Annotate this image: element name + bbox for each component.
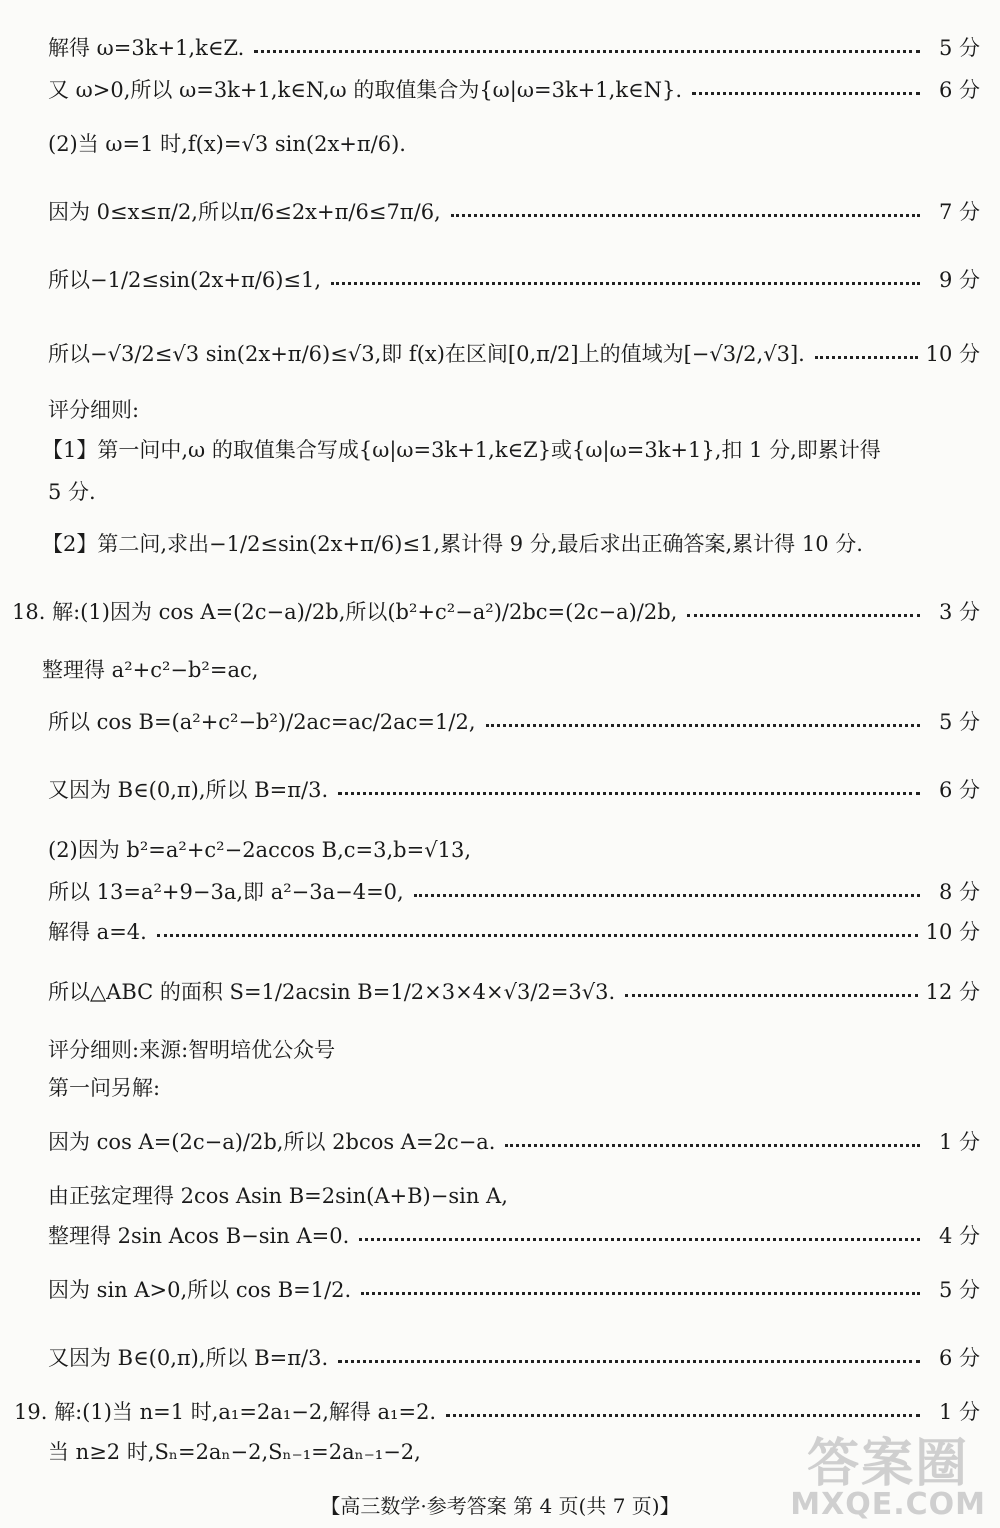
line-text: 所以−1/2≤sin(2x+π/6)≤1,	[48, 268, 322, 292]
line-text: 解得 a=4.	[48, 920, 147, 944]
answer-line	[0, 916, 1000, 946]
line-text: 整理得 a²+c²−b²=ac,	[42, 658, 259, 682]
line-score: 9 分	[938, 268, 980, 292]
answer-line	[0, 1072, 1000, 1102]
line-text: (2)当 ω=1 时,f(x)=√3 sin(2x+π/6).	[48, 132, 406, 156]
dot-leader	[157, 934, 918, 937]
line-text: (2)因为 b²=a²+c²−2accos B,c=3,b=√13,	[48, 838, 472, 862]
line-text: 【2】第二问,求出−1/2≤sin(2x+π/6)≤1,累计得 9 分,最后求出正确答案,累计得 10 分.	[42, 532, 863, 556]
line-text: 评分细则:来源:智明培优公众号	[48, 1038, 336, 1062]
line-score: 7 分	[938, 200, 980, 224]
line-text: 当 n≥2 时,Sₙ=2aₙ−2,Sₙ₋₁=2aₙ₋₁−2,	[48, 1440, 421, 1464]
line-text: 因为 sin A>0,所以 cos B=1/2.	[48, 1278, 352, 1302]
dot-leader	[254, 50, 920, 53]
answer-line	[0, 706, 1000, 736]
line-score: 10 分	[925, 342, 980, 366]
watermark-url: MXQE.COM	[790, 1487, 986, 1522]
line-text: 18. 解:(1)因为 cos A=(2c−a)/2b,所以(b²+c²−a²)/2bc=(2c−a)/2b,	[12, 600, 678, 624]
line-text: 解得 ω=3k+1,k∈Z.	[48, 36, 245, 60]
answer-line	[0, 1396, 1000, 1426]
line-text: 【1】第一问中,ω 的取值集合写成{ω|ω=3k+1,k∈Z}或{ω|ω=3k+1},扣 1 分,即累计得	[42, 438, 881, 462]
line-score: 5 分	[938, 36, 980, 60]
line-text: 又因为 B∈(0,π),所以 B=π/3.	[48, 778, 329, 802]
line-text: 所以△ABC 的面积 S=1/2acsin B=1/2×3×4×√3/2=3√3.	[48, 980, 616, 1004]
line-text: 5 分.	[48, 480, 96, 504]
answer-line	[0, 876, 1000, 906]
answer-line	[0, 338, 1000, 368]
answer-line	[0, 528, 1000, 558]
line-score: 8 分	[938, 880, 980, 904]
line-text: 所以−√3/2≤√3 sin(2x+π/6)≤√3,即 f(x)在区间[0,π/2]上的值域为[−√3/2,√3].	[48, 342, 805, 366]
line-score: 3 分	[938, 600, 980, 624]
answer-line	[0, 74, 1000, 104]
answer-line	[0, 1342, 1000, 1372]
answer-line	[0, 1180, 1000, 1210]
answer-line	[0, 596, 1000, 626]
dot-leader	[505, 1144, 920, 1147]
line-text: 所以 13=a²+9−3a,即 a²−3a−4=0,	[48, 880, 404, 904]
answer-line	[0, 976, 1000, 1006]
line-score: 10 分	[925, 920, 980, 944]
line-score: 1 分	[938, 1130, 980, 1154]
dot-leader	[331, 282, 920, 285]
dot-leader	[815, 356, 918, 359]
dot-leader	[446, 1414, 920, 1417]
answer-line	[0, 1126, 1000, 1156]
answer-line	[0, 834, 1000, 864]
line-score: 12 分	[925, 980, 980, 1004]
answer-line	[0, 434, 1000, 464]
dot-leader	[338, 792, 920, 795]
line-text: 因为 0≤x≤π/2,所以π/6≤2x+π/6≤7π/6,	[48, 200, 441, 224]
watermark	[790, 1434, 986, 1522]
dot-leader	[359, 1238, 920, 1241]
line-text: 所以 cos B=(a²+c²−b²)/2ac=ac/2ac=1/2,	[48, 710, 476, 734]
answer-line	[0, 394, 1000, 424]
answer-line	[0, 654, 1000, 684]
dot-leader	[361, 1292, 920, 1295]
dot-leader	[414, 894, 920, 897]
dot-leader	[338, 1360, 920, 1363]
line-score: 5 分	[938, 710, 980, 734]
line-text: 第一问另解:	[48, 1076, 161, 1100]
line-text: 又因为 B∈(0,π),所以 B=π/3.	[48, 1346, 329, 1370]
dot-leader	[625, 994, 917, 997]
line-score: 6 分	[938, 778, 980, 802]
answer-line	[0, 476, 1000, 506]
answer-line	[0, 32, 1000, 62]
line-text: 评分细则:	[48, 398, 140, 422]
answer-line	[0, 264, 1000, 294]
page-footer: 【高三数学·参考答案 第 4 页(共 7 页)】	[320, 1494, 680, 1518]
answer-line	[0, 1034, 1000, 1064]
line-score: 4 分	[938, 1224, 980, 1248]
line-text: 19. 解:(1)当 n=1 时,a₁=2a₁−2,解得 a₁=2.	[14, 1400, 437, 1424]
line-score: 6 分	[938, 78, 980, 102]
line-text: 因为 cos A=(2c−a)/2b,所以 2bcos A=2c−a.	[48, 1130, 496, 1154]
answer-line	[0, 196, 1000, 226]
dot-leader	[451, 214, 920, 217]
line-score: 5 分	[938, 1278, 980, 1302]
watermark-logo: 答案圈	[807, 1434, 970, 1494]
dot-leader	[687, 614, 920, 617]
line-score: 6 分	[938, 1346, 980, 1370]
answer-line	[0, 774, 1000, 804]
line-score: 1 分	[938, 1400, 980, 1424]
line-text: 由正弦定理得 2cos Asin B=2sin(A+B)−sin A,	[48, 1184, 508, 1208]
answer-line	[0, 128, 1000, 158]
dot-leader	[486, 724, 921, 727]
answer-line	[0, 1274, 1000, 1304]
line-text: 整理得 2sin Acos B−sin A=0.	[48, 1224, 350, 1248]
answer-line	[0, 1220, 1000, 1250]
dot-leader	[692, 92, 920, 95]
line-text: 又 ω>0,所以 ω=3k+1,k∈N,ω 的取值集合为{ω|ω=3k+1,k∈N}.	[48, 78, 682, 102]
